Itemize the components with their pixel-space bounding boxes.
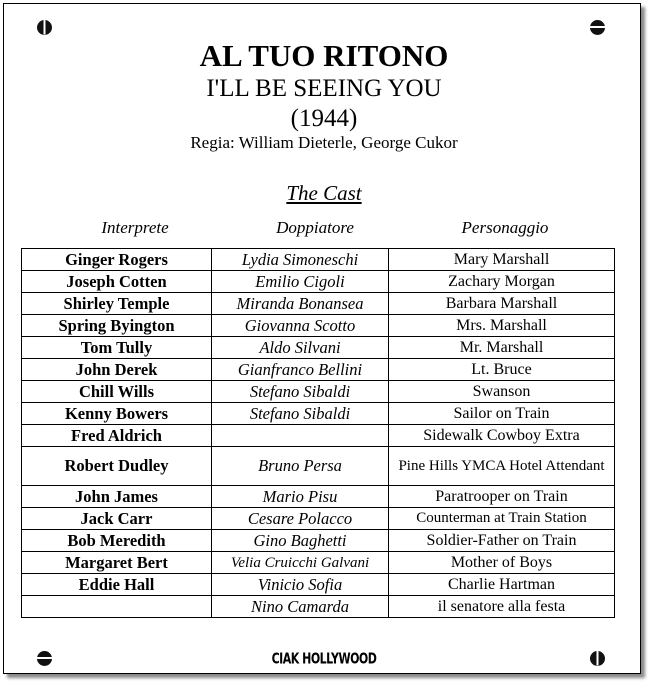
actor-cell: Spring Byington (22, 315, 212, 337)
table-row (22, 293, 615, 315)
release-year: (1944) (290, 105, 358, 132)
table-row (22, 359, 615, 381)
dubber-cell: Mario Pisu (212, 486, 389, 508)
screw-icon (37, 20, 52, 35)
character-cell: Mrs. Marshall (389, 315, 615, 337)
actor-cell: Kenny Bowers (22, 403, 212, 425)
actor-cell: Ginger Rogers (22, 249, 212, 271)
actor-cell: Margaret Bert (22, 552, 212, 574)
dubber-cell: Lydia Simoneschi (212, 249, 389, 271)
dubber-cell: Gianfranco Bellini (212, 359, 389, 381)
dubber-cell: Gino Baghetti (212, 530, 389, 552)
dubber-cell: Velia Cruicchi Galvani (212, 552, 389, 574)
column-header-dubber: Doppiatore (276, 218, 354, 237)
dubber-cell: Stefano Sibaldi (212, 403, 389, 425)
character-cell: Soldier-Father on Train (389, 530, 615, 552)
actor-cell: Joseph Cotten (22, 271, 212, 293)
table-row (22, 425, 615, 447)
director-credit: Regia: William Dieterle, George Cukor (190, 133, 458, 152)
dubber-cell: Nino Camarda (212, 596, 389, 618)
dubber-cell: Aldo Silvani (212, 337, 389, 359)
original-title: I'LL BE SEEING YOU (206, 75, 442, 102)
character-cell: Pine Hills YMCA Hotel Attendant (389, 447, 615, 486)
page-title: AL TUO RITONO (199, 38, 449, 73)
dubber-cell: Giovanna Scotto (212, 315, 389, 337)
table-row (22, 447, 615, 486)
table-row (22, 486, 615, 508)
character-cell: Mother of Boys (389, 552, 615, 574)
table-row (22, 508, 615, 530)
dubber-cell: Miranda Bonansea (212, 293, 389, 315)
table-row (22, 552, 615, 574)
table-row (22, 337, 615, 359)
character-cell: Charlie Hartman (389, 574, 615, 596)
actor-cell: John Derek (22, 359, 212, 381)
cast-heading: The Cast (286, 181, 362, 205)
character-cell: il senatore alla festa (389, 596, 615, 618)
column-header-actor: Interprete (101, 218, 169, 237)
dubber-cell: Bruno Persa (212, 447, 389, 486)
actor-cell: Robert Dudley (22, 447, 212, 486)
character-cell: Zachary Morgan (389, 271, 615, 293)
table-row (22, 249, 615, 271)
dubber-cell: Emilio Cigoli (212, 271, 389, 293)
character-cell: Counterman at Train Station (389, 508, 615, 530)
character-cell: Paratrooper on Train (389, 486, 615, 508)
actor-cell (22, 596, 212, 618)
table-row (22, 530, 615, 552)
character-cell: Sailor on Train (389, 403, 615, 425)
column-header-character: Personaggio (461, 218, 549, 237)
character-cell: Swanson (389, 381, 615, 403)
dubber-cell: Vinicio Sofia (212, 574, 389, 596)
table-row (22, 315, 615, 337)
dubber-cell: Stefano Sibaldi (212, 381, 389, 403)
actor-cell: Bob Meredith (22, 530, 212, 552)
ciak-hollywood-logo: CIAK HOLLYWOOD (271, 649, 377, 668)
actor-cell: Eddie Hall (22, 574, 212, 596)
character-cell: Sidewalk Cowboy Extra (389, 425, 615, 447)
actor-cell: John James (22, 486, 212, 508)
table-row (22, 381, 615, 403)
actor-cell: Tom Tully (22, 337, 212, 359)
screw-icon (590, 20, 605, 35)
character-cell: Mary Marshall (389, 249, 615, 271)
table-row (22, 596, 615, 618)
character-cell: Mr. Marshall (389, 337, 615, 359)
dubber-cell (212, 425, 389, 447)
table-row (22, 271, 615, 293)
cast-table (21, 248, 615, 618)
table-row (22, 403, 615, 425)
dubber-cell: Cesare Polacco (212, 508, 389, 530)
actor-cell: Fred Aldrich (22, 425, 212, 447)
character-cell: Lt. Bruce (389, 359, 615, 381)
actor-cell: Shirley Temple (22, 293, 212, 315)
table-row (22, 574, 615, 596)
actor-cell: Chill Wills (22, 381, 212, 403)
actor-cell: Jack Carr (22, 508, 212, 530)
character-cell: Barbara Marshall (389, 293, 615, 315)
